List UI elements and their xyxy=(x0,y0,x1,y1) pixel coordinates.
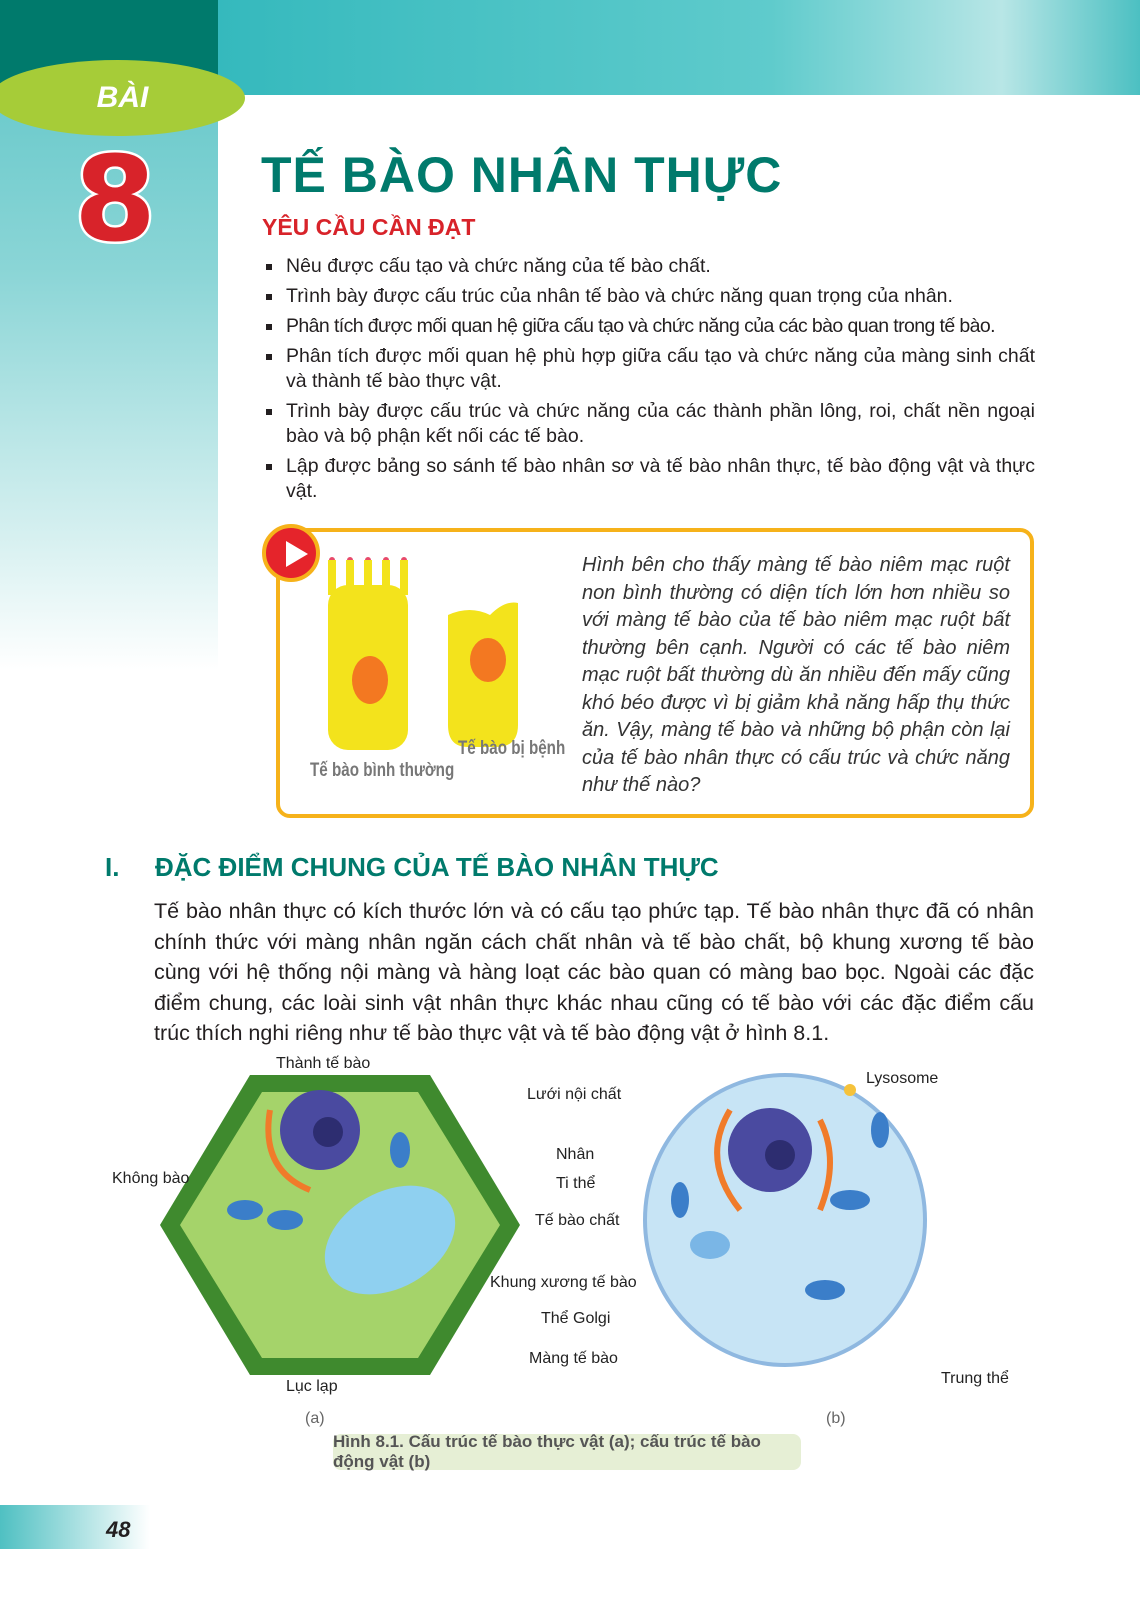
diseased-cell-label: Tế bào bị bệnh xyxy=(458,738,566,759)
list-item: Phân tích được mối quan hệ phù hợp giữa cấu tạo và chức năng của màng sinh chất và thành tế bào thực vật. xyxy=(262,344,1035,394)
label-lysosome: Lysosome xyxy=(866,1070,939,1087)
normal-cell-label: Tế bào bình thường xyxy=(310,760,455,781)
lesson-number: 8 xyxy=(74,130,157,268)
label-b: (b) xyxy=(826,1410,846,1427)
label-vacuole: Không bào xyxy=(112,1170,190,1187)
label-cell-wall: Thành tế bào xyxy=(276,1055,371,1072)
section-paragraph: Tế bào nhân thực có kích thước lớn và có cấu tạo phức tạp. Tế bào nhân thực đã có nhân chính thức với màng nhân ngăn cách chất nhân và tế bào chất, bộ khung xương tế bào cùng với hệ thống nội màng và hàng loạt các bào quan có màng bao bọc. Ngoài các đặc điểm chung, các loài sinh vật nhân thực khác nhau cũng có tế bào với các đặc điểm cấu trúc thích nghi riêng như tế bào thực vật và tế bào động vật ở hình 8.1. xyxy=(154,899,1034,1045)
section-title: ĐẶC ĐIỂM CHUNG CỦA TẾ BÀO NHÂN THỰC xyxy=(155,852,719,882)
label-membrane: Màng tế bào xyxy=(529,1350,618,1367)
list-item: Trình bày được cấu trúc của nhân tế bào và chức năng quan trọng của nhân. xyxy=(262,284,1035,309)
play-icon xyxy=(262,524,320,582)
label-chloroplast: Lục lạp xyxy=(286,1378,338,1395)
intro-text: Hình bên cho thấy màng tế bào niêm mạc ruột non bình thường có diện tích lớn hơn nhiều so với màng tế bào của tế bào niêm mạc ruột bất thường bên cạnh. Người có các tế bào niêm mạc ruột bất thường dù ăn nhiều đến mấy cũng khó béo được vì bị giảm khả năng hấp thụ thức ăn. Vậy, màng tế bào và những bộ phận còn lại của tế bào nhân thực có cấu trúc và chức năng như thế nào? xyxy=(582,554,1010,796)
list-item: Phân tích được mối quan hệ giữa cấu tạo và chức năng của các bào quan trong tế bào. xyxy=(262,314,1035,339)
requirements-list xyxy=(262,254,1035,509)
requirements-heading: YÊU CẦU CẦN ĐẠT xyxy=(262,214,476,240)
label-nucleus: Nhân xyxy=(556,1146,595,1163)
section-number: I. xyxy=(105,852,120,882)
page-title: TẾ BÀO NHÂN THỰC xyxy=(261,147,783,203)
label-er: Lưới nội chất xyxy=(527,1086,622,1103)
label-cytoskeleton: Khung xương tế bào xyxy=(490,1274,637,1291)
list-item: Trình bày được cấu trúc và chức năng của các thành phần lông, roi, chất nền ngoại bào và bộ phận kết nối các tế bào. xyxy=(262,399,1035,449)
cell-diagram xyxy=(140,1060,1020,1400)
lesson-label: BÀI xyxy=(0,60,245,136)
intestinal-cells-illustration xyxy=(320,555,570,755)
label-mito: Ti thể xyxy=(556,1175,596,1192)
figure-caption: Hình 8.1. Cấu trúc tế bào thực vật (a); cấu trúc tế bào động vật (b) xyxy=(333,1434,801,1470)
label-a: (a) xyxy=(305,1410,325,1427)
section-heading xyxy=(105,852,719,883)
label-cytoplasm: Tế bào chất xyxy=(535,1212,620,1229)
top-banner xyxy=(218,0,1140,95)
list-item: Nêu được cấu tạo và chức năng của tế bào chất. xyxy=(262,254,1035,279)
label-centrosome: Trung thể xyxy=(941,1370,1009,1387)
list-item: Lập được bảng so sánh tế bào nhân sơ và tế bào nhân thực, tế bào động vật và thực vật. xyxy=(262,454,1035,504)
page-number: 48 xyxy=(0,1505,150,1549)
label-golgi: Thể Golgi xyxy=(541,1310,611,1327)
